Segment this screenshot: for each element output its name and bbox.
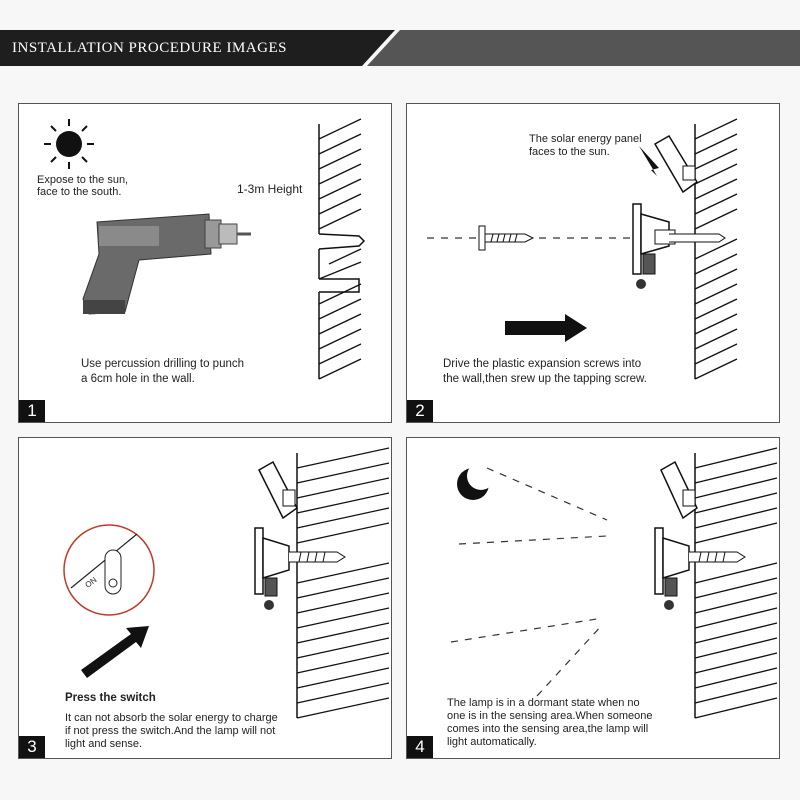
arrow-up-right-icon (81, 626, 149, 678)
step-caption: The lamp is in a dormant state when no one is in the sensing area.When someone comes into the sensing area,the lamp will light automatically. (447, 697, 653, 748)
panel-instruction: The solar energy panel faces to the sun. (529, 133, 642, 158)
lamp-icon (655, 528, 745, 610)
step-panel-1 (18, 103, 392, 423)
step-caption-title: Press the switch (65, 692, 156, 704)
switch-detail-icon (64, 525, 154, 615)
screw-icon (479, 226, 533, 250)
height-label: 1-3m Height (237, 182, 303, 196)
step-panel-2 (406, 103, 780, 423)
arrow-icon (639, 146, 659, 176)
sun-instruction: Expose to the sun, face to the south. (37, 174, 129, 198)
step-caption: Drive the plastic expansion screws into the wall,then srew up the tapping screw. (443, 358, 647, 385)
switch-on-label: ON (83, 575, 99, 590)
step-number: 4 (407, 736, 433, 758)
step-3-illustration (19, 438, 392, 759)
step-panel-3 (18, 437, 392, 759)
lamp-icon (633, 204, 725, 289)
solar-panel-icon (259, 462, 297, 518)
step-caption: It can not absorb the solar energy to charge if not press the switch.And the lamp will not light and sense. (65, 712, 278, 750)
sun-icon (44, 119, 94, 169)
moon-icon (457, 462, 495, 500)
step-number: 3 (19, 736, 45, 758)
step-caption: Use percussion drilling to punch a 6cm hole in the wall. (81, 358, 245, 385)
sensing-rays (451, 468, 607, 696)
step-number: 2 (407, 400, 433, 422)
arrow-right-icon (505, 314, 587, 342)
drill-icon (83, 214, 251, 314)
wall-section (319, 124, 364, 379)
solar-panel-icon (655, 136, 697, 192)
page-title: INSTALLATION PROCEDURE IMAGES (12, 40, 287, 56)
step-panel-4 (406, 437, 780, 759)
step-number: 1 (19, 400, 45, 422)
solar-panel-icon (661, 462, 697, 518)
